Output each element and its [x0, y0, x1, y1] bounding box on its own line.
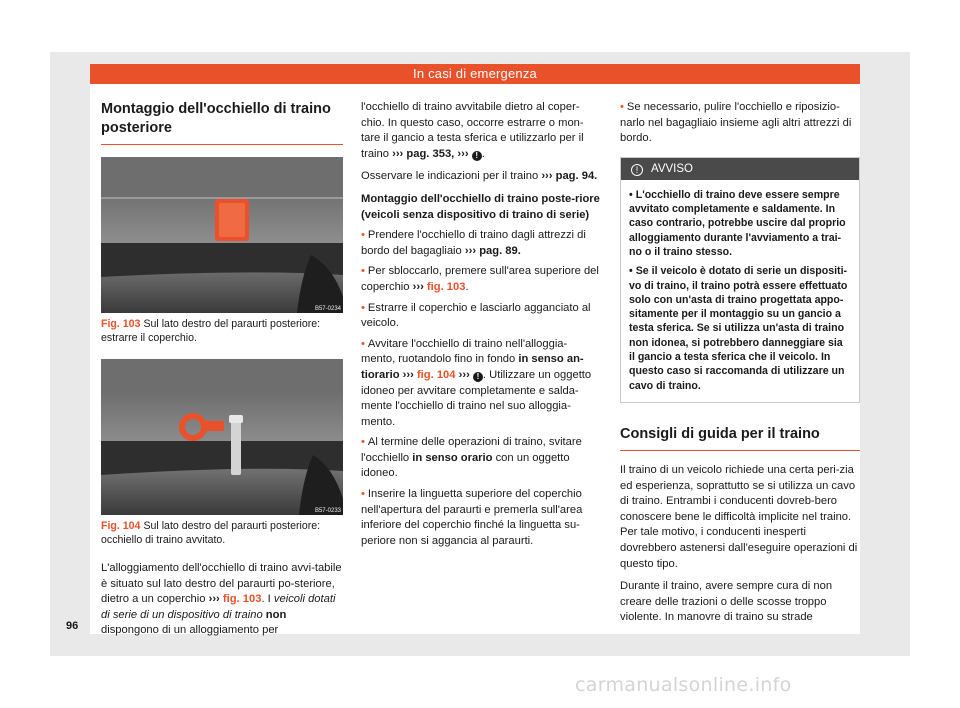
- list-item: • Se necessario, pulire l'occhiello e riposizio-narlo nel bagagliaio insieme agli altri attrezzi di bordo.: [620, 101, 852, 145]
- bullet: •: [361, 488, 365, 501]
- caption-text: Sul lato destro del paraurti posteriore: occhiello di traino avvitato.: [101, 520, 321, 546]
- bullet: •: [361, 229, 365, 242]
- page-link[interactable]: pag. 353,: [406, 147, 455, 160]
- caption-104: [101, 520, 343, 547]
- paragraph-towing-care: Durante il traino, avere sempre cura di non creare delle trazioni o delle scosse troppo violente. In manovre di traino su strade: [620, 580, 833, 624]
- arrow-glyph: ›››: [208, 593, 220, 606]
- arrow-glyph: ›››: [412, 280, 424, 293]
- arrow-glyph: ›››: [392, 147, 404, 160]
- list-item: • Per sbloccarlo, premere sull'area superiore del coperchio ››› fig. 103.: [361, 265, 599, 293]
- bullet: •: [361, 265, 365, 278]
- figure-link[interactable]: fig. 103: [426, 280, 466, 293]
- bullet: •: [629, 265, 633, 278]
- list-item: • Prendere l'occhiello di traino dagli attrezzi di bordo del bagagliaio ››› pag. 89.: [361, 229, 586, 257]
- paragraph-alloggiamento: L'alloggiamento dell'occhiello di traino avvi-tabile è situato sul lato destro del paraurti po-steriore, dietro a un coperchio ››› fig. 103. I veicoli dotati di serie di un dispositivo di traino non dispongono di un alloggiamento per: [101, 562, 342, 637]
- list-item: • Estrarre il coperchio e lasciarlo agganciato al veicolo.: [361, 301, 591, 330]
- bullet: •: [361, 301, 365, 314]
- figure-code: B57-0234: [314, 306, 341, 312]
- page-link[interactable]: pag. 89.: [479, 244, 521, 257]
- section-title-driving-tips: Consigli di guida per il traino: [620, 425, 860, 451]
- caption-text: Sul lato destro del paraurti posteriore: estrarre il coperchio.: [101, 318, 321, 344]
- warning-box-header: [621, 158, 859, 180]
- subtitle-procedure: Montaggio dell'occhiello di traino poste-riore (veicoli senza dispositivo di traino di serie): [361, 192, 600, 221]
- bumper-cover-illustration: [101, 157, 343, 313]
- list-item: • Avvitare l'occhiello di traino nell'alloggia-mento, ruotandolo fino in fondo in senso an-tiorario ››› fig. 104 ››› ! . Utilizzare un oggetto idoneo per avvitare completamente e salda-mente l'occhiello di traino nel suo alloggia-mento.: [361, 337, 592, 428]
- page-number: 96: [66, 620, 79, 632]
- list-item: • Se il veicolo è dotato di serie un dispositi-vo di traino, il traino potrà essere effettuato solo con un'asta di traino progettata appo-sitamente per il montaggio su un gancio a testa sferica. Se si utilizza un'asta di traino non idonea, si potrebbero danneggiare sia il gancio a testa sferica che il veicolo. In questo caso si raccomanda di utilizzare un cavo di traino.: [629, 265, 848, 392]
- column-3: [620, 100, 860, 633]
- list-item: • Al termine delle operazioni di traino, svitare l'occhiello in senso orario con un oggetto idoneo.: [361, 436, 582, 480]
- watermark: carmanualsonline.info: [575, 674, 792, 696]
- bullet: •: [361, 337, 365, 350]
- figure-number: Fig. 104: [101, 520, 141, 532]
- page-link[interactable]: pag. 94.: [555, 170, 598, 183]
- arrow-glyph: ›››: [464, 244, 477, 257]
- column-1: [101, 100, 343, 646]
- figure-code: B57-0233: [314, 508, 341, 514]
- column-2: [361, 100, 601, 554]
- figure-link[interactable]: fig. 104: [416, 368, 456, 381]
- caption-103: [101, 318, 343, 345]
- figure-103: [101, 157, 343, 313]
- arrow-glyph: ›››: [402, 368, 414, 381]
- figure-link[interactable]: fig. 103: [222, 593, 262, 606]
- warning-box-body: [621, 180, 859, 402]
- bullet: •: [361, 436, 365, 449]
- figure-104: [101, 359, 343, 515]
- arrow-glyph: ›››: [458, 368, 470, 381]
- figure-number: Fig. 103: [101, 318, 141, 330]
- warning-icon: !: [472, 151, 482, 161]
- list-item: • Inserire la linguetta superiore del coperchio nell'apertura del paraurti e premerla sull'area inferiore del coperchio finché la linguetta su-periore non si aggancia al paraurti.: [361, 488, 583, 547]
- paragraph-continuation: l'occhiello di traino avvitabile dietro al coper-chio. In questo caso, occorre estrarre o mon-tare il gancio a testa sferica e utilizzarlo per il traino ››› pag. 353, ››› ! .: [361, 101, 584, 160]
- arrow-glyph: ›››: [457, 147, 469, 160]
- towing-eye-illustration: [101, 359, 343, 515]
- list-item: • L'occhiello di traino deve essere sempre avvitato completamente e saldamente. In caso contrario, potrebbe uscire dal proprio alloggiamento durante l'avviamento a trai-no o il traino stesso.: [629, 188, 846, 258]
- bullet: •: [629, 188, 633, 201]
- alert-icon: !: [631, 164, 643, 176]
- section-title-towing-eye: Montaggio dell'occhiello di traino posteriore: [101, 100, 343, 145]
- warning-icon: !: [473, 372, 483, 382]
- bullet: •: [620, 101, 624, 113]
- chapter-header: In casi di emergenza: [90, 64, 860, 84]
- arrow-glyph: ›››: [541, 170, 553, 183]
- warning-box: [620, 157, 860, 403]
- paragraph-observe: Osservare le indicazioni per il traino ››› pag. 94.: [361, 170, 598, 183]
- warning-box-title: AVVISO: [651, 162, 693, 175]
- paragraph-towing-skill: Il traino di un veicolo richiede una certa peri-zia ed esperienza, soprattutto se si utilizza un cavo di traino. Entrambi i conducenti dovreb-bero conoscere bene le difficoltà implicite nel traino. Per tale motivo, i conducenti inesperti dovrebbero astenersi dall'eseguire operazioni di questo tipo.: [620, 463, 858, 570]
